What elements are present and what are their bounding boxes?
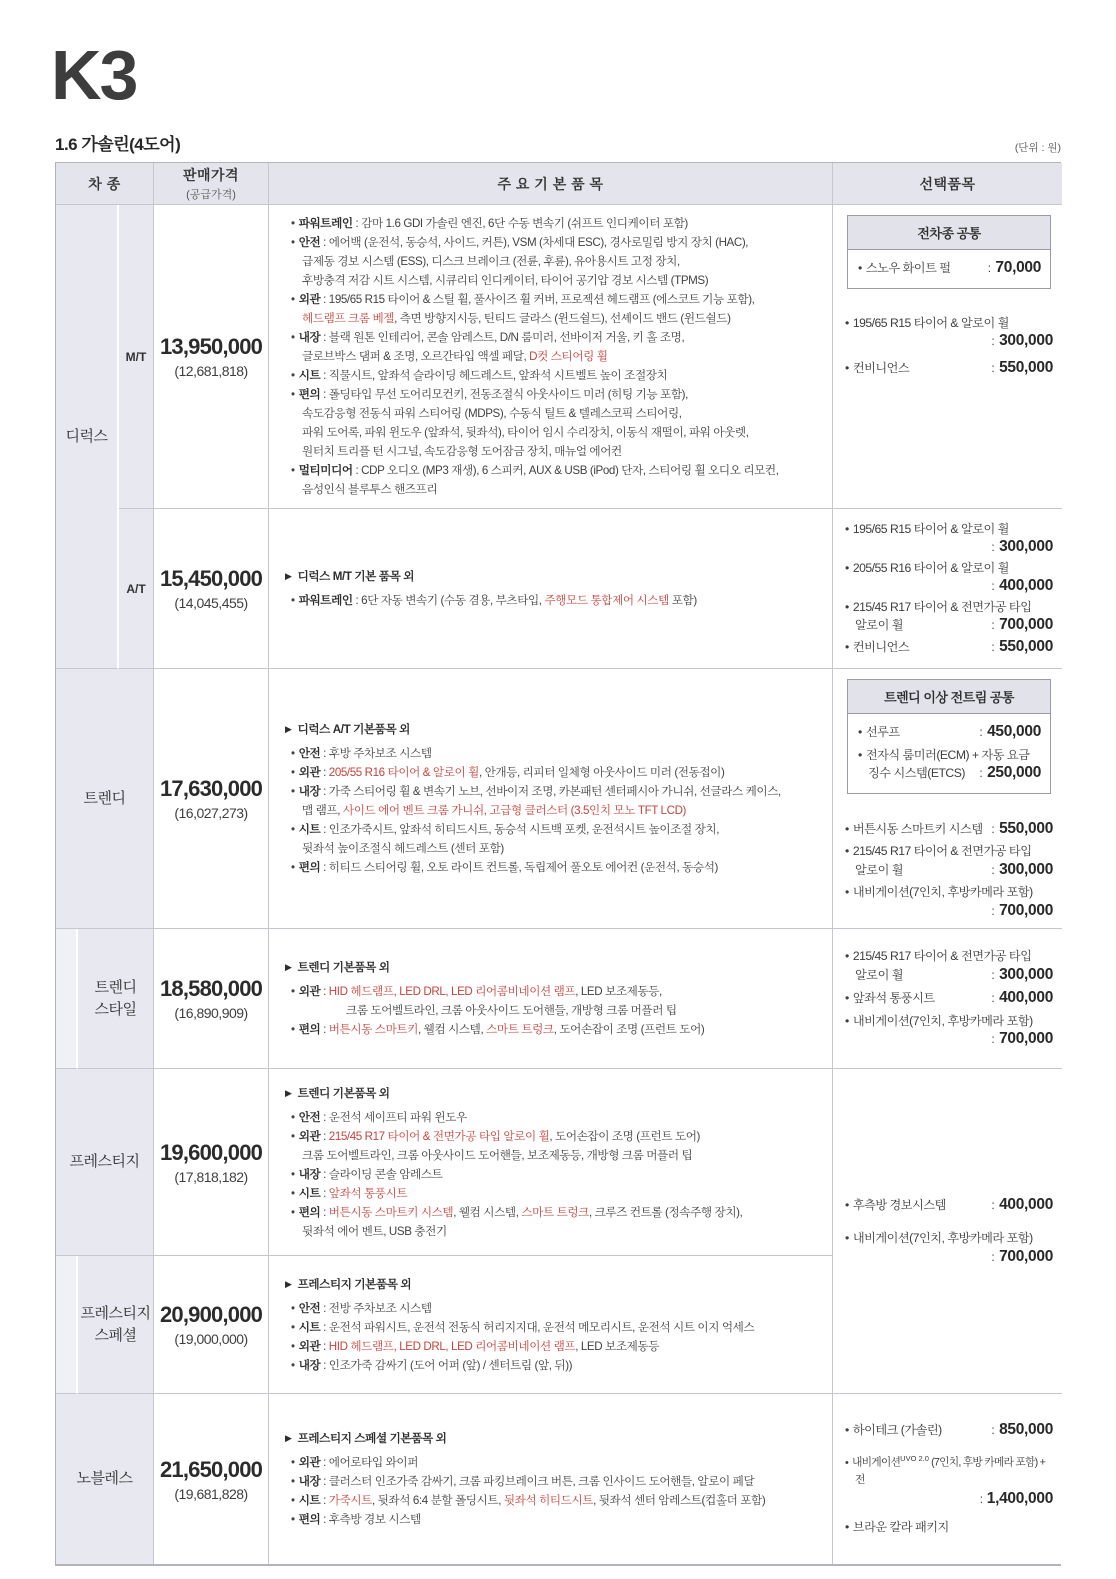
feature-line: • 편의 : 폴딩타입 무선 도어리모컨키, 전동조절식 아웃사이드 미러 (히팅 기능 포함), — [291, 388, 688, 401]
transmission-cell: M/T — [119, 205, 154, 509]
option-item — [858, 747, 1041, 783]
price-cell — [154, 1256, 269, 1394]
feature-line: ▶ 트렌디 기본품목 외 — [285, 1086, 390, 1100]
common-options-box — [847, 215, 1051, 289]
bullet-marker-icon: • — [291, 785, 295, 798]
trim-row — [56, 929, 1062, 1069]
trim-label: 프레스티지 — [69, 1153, 140, 1171]
trim-label: 노블레스 — [76, 1470, 133, 1488]
option-price: : 550,000 — [991, 637, 1054, 655]
option-line — [845, 948, 1053, 966]
option-price: : 300,000 — [991, 965, 1054, 983]
feature-line: • 내장 : 가죽 스티어링 휠 & 변속기 노브, 선바이저 조명, 카본패턴 센터페시아 가니쉬, 선글라스 케이스, — [291, 785, 781, 798]
option-price: : 400,000 — [991, 1195, 1054, 1213]
option-line — [845, 966, 1053, 985]
trim-row — [56, 205, 1062, 509]
option-label: • 195/65 R15 타이어 & 알로이 휠 — [845, 315, 1009, 330]
trim-label: 스페셜 — [94, 1326, 137, 1344]
option-price: : 1,400,000 — [979, 1489, 1054, 1507]
bullet-marker-icon: • — [858, 725, 862, 739]
trim-indent-strip — [56, 1256, 78, 1394]
feature-line: • 내장 : 슬라이딩 콘솔 암레스트 — [291, 1167, 443, 1181]
feature-line: • 안전 : 후방 주차보조 시스템 — [291, 747, 432, 760]
option-label: 전 — [855, 1474, 865, 1487]
option-price-value: 550,000 — [999, 637, 1054, 655]
option-price-line — [845, 332, 1053, 351]
option-label: • 하이테크 (가솔린) — [845, 1423, 942, 1438]
bullet-marker-icon: • — [291, 1513, 295, 1526]
bullet-marker-icon: • — [291, 1320, 295, 1334]
option-price: : 300,000 — [991, 332, 1054, 349]
bullet-marker-icon: • — [845, 1423, 849, 1438]
header-features: 주 요 기 본 품 목 — [269, 163, 833, 205]
option-line — [845, 861, 1053, 880]
bullet-marker-icon: • — [291, 1494, 295, 1507]
option-line — [845, 638, 1053, 657]
option-price-value: 400,000 — [999, 1195, 1054, 1213]
feature-line: • 편의 : 버튼시동 스마트키 시스템, 웰컴 시스템, 스마트 트렁크, 크루즈 컨트롤 (정속주행 장치), — [291, 1205, 743, 1219]
feature-line: • 외관 : 195/65 R15 타이어 & 스틸 휠, 풀사이즈 휠 커버, 프로젝션 헤드램프 (에스코트 기능 포함), — [291, 293, 755, 306]
supply-price: (19,000,000) — [174, 1331, 248, 1347]
arrow-marker-icon: ▶ — [285, 1278, 292, 1289]
arrow-marker-icon: ▶ — [285, 724, 292, 734]
feature-line: • 외관 : 에어로타입 와이퍼 — [291, 1456, 418, 1469]
feature-line: • 시트 : 가죽시트, 뒷좌석 6:4 분할 폴딩시트, 뒷좌석 히티드시트, 뒷좌석 센터 암레스트(컵홀더 포함) — [291, 1494, 766, 1507]
uvo-superscript: UVO 2.0 — [900, 1453, 929, 1463]
subtitle-row — [55, 130, 1061, 155]
bullet-marker-icon: • — [291, 369, 295, 382]
feature-line: • 편의 : 버튼시동 스마트키, 웰컴 시스템, 스마트 트렁크, 도어손잡이 조명 (프런트 도어) — [291, 1023, 705, 1036]
trim-row — [56, 1069, 1062, 1256]
price-table-body — [56, 205, 1062, 1564]
trim-row — [56, 669, 1062, 929]
common-options-box-title: 트렌디 이상 전트림 공통 — [848, 680, 1050, 714]
option-price-line — [845, 577, 1053, 596]
options-cell — [833, 509, 1062, 669]
option-label: 알로이 휠 — [855, 618, 904, 633]
option-line — [845, 884, 1053, 902]
feature-line: • 시트 : 직물시트, 앞좌석 슬라이딩 헤드레스트, 앞좌석 시트벨트 높이 조절장치 — [291, 369, 668, 382]
option-price-value: 700,000 — [999, 1030, 1054, 1048]
feature-line: 속도감응형 전동식 파워 스티어링 (MDPS), 수동식 틸트 & 텔레스코픽 스티어링, — [302, 407, 682, 420]
option-line — [845, 1519, 1053, 1537]
header-options: 선택품목 — [833, 163, 1062, 205]
bullet-marker-icon: • — [291, 293, 295, 306]
option-price: : 550,000 — [991, 358, 1054, 376]
option-price-value: 700,000 — [999, 616, 1054, 634]
option-price: : 70,000 — [987, 259, 1042, 276]
option-price-value: 250,000 — [987, 764, 1042, 781]
bullet-marker-icon: • — [845, 1520, 849, 1535]
sale-price: 18,580,000 — [159, 976, 263, 1001]
option-price-value: 700,000 — [999, 1247, 1054, 1265]
trim-cell — [56, 1394, 154, 1564]
trim-price-table — [56, 163, 1062, 1564]
option-label: • 내비게이션(7인치, 후방카메라 포함) — [845, 1231, 1033, 1246]
arrow-marker-icon: ▶ — [285, 962, 292, 972]
option-label: • 스노우 화이트 펄 — [858, 261, 951, 275]
sale-price: 13,950,000 — [159, 334, 263, 359]
option-line — [845, 989, 1053, 1008]
bullet-marker-icon: • — [845, 885, 849, 899]
option-item — [845, 315, 1053, 351]
price-cell — [154, 669, 269, 929]
option-item — [845, 1519, 1053, 1537]
trim-label: 디럭스 — [65, 427, 108, 445]
option-item — [845, 1196, 1053, 1215]
feature-line: 급제동 경보 시스템 (ESS), 디스크 브레이크 (전륜, 후륜), 유아용시트 고정 장치, — [302, 255, 680, 268]
option-item — [858, 723, 1041, 742]
trim-cell — [56, 205, 119, 669]
option-line — [858, 747, 1041, 765]
feature-line: ▶ 디럭스 A/T 기본품목 외 — [285, 723, 410, 736]
bullet-marker-icon: • — [845, 599, 849, 614]
features-cell — [269, 509, 833, 669]
bullet-marker-icon: • — [291, 1129, 295, 1143]
bullet-marker-icon: • — [291, 217, 295, 230]
feature-line: • 내장 : 블랙 원톤 인테리어, 콘솔 암레스트, D/N 룸미러, 선바이저 거울, 키 홀 조명, — [291, 331, 685, 344]
bullet-marker-icon: • — [291, 766, 295, 779]
feature-line: 음성인식 블루투스 핸즈프리 — [302, 483, 438, 496]
option-price: : 700,000 — [991, 1247, 1054, 1265]
option-price: : 850,000 — [991, 1421, 1054, 1439]
trim-cell — [56, 669, 154, 929]
bullet-marker-icon: • — [845, 560, 849, 575]
bullet-marker-icon: • — [291, 1167, 295, 1181]
trim-row — [56, 1394, 1062, 1564]
feature-line: ▶ 프레스티지 스페셜 기본품목 외 — [285, 1432, 447, 1445]
option-line — [845, 1421, 1053, 1440]
option-item — [858, 259, 1041, 278]
option-price: : 450,000 — [979, 723, 1042, 740]
feature-line: 글로브박스 댐퍼 & 조명, 오르간타입 액셀 페달, D컷 스티어링 휠 — [302, 350, 608, 363]
option-line — [845, 1196, 1053, 1215]
unit-note: (단위 : 원) — [1014, 142, 1061, 154]
option-label: • 컨비니언스 — [845, 360, 910, 375]
option-price-value: 1,400,000 — [986, 1489, 1054, 1507]
option-label: • 버튼시동 스마트키 시스템 — [845, 821, 983, 836]
table-header-row — [56, 163, 1062, 205]
option-price-value: 400,000 — [999, 989, 1054, 1007]
feature-line: 파워 도어록, 파워 윈도우 (앞좌석, 뒷좌석), 타이어 임시 수리장치, 이동식 재떨이, 파워 아웃렛, — [302, 426, 749, 439]
bullet-marker-icon: • — [291, 985, 295, 998]
bullet-marker-icon: • — [291, 1339, 295, 1353]
feature-line: 뒷좌석 높이조절식 헤드레스트 (센터 포함) — [302, 842, 504, 855]
option-item — [845, 820, 1053, 839]
features-cell — [269, 1069, 833, 1256]
price-table — [55, 162, 1061, 1566]
bullet-marker-icon: • — [291, 747, 295, 760]
option-label: • 브라운 칼라 패키지 — [845, 1520, 949, 1535]
feature-line: 원터치 트리플 턴 시그널, 속도감응형 도어잠금 장치, 매뉴얼 에어컨 — [302, 445, 622, 458]
bullet-marker-icon: • — [845, 1231, 849, 1246]
feature-line: • 편의 : 후측방 경보 시스템 — [291, 1513, 421, 1526]
option-price: : 550,000 — [991, 819, 1054, 837]
bullet-marker-icon: • — [845, 639, 849, 654]
option-price-line — [845, 538, 1053, 557]
feature-line: • 외관 : 205/55 R16 타이어 & 알로이 휠, 안개등, 리피터 일체형 아웃사이드 미러 (전동접이) — [291, 766, 725, 779]
option-label: • 215/45 R17 타이어 & 전면가공 타입 — [845, 599, 1032, 614]
arrow-marker-icon: ▶ — [285, 1087, 292, 1098]
option-price-value: 450,000 — [987, 723, 1042, 740]
option-line — [858, 764, 1041, 783]
bullet-marker-icon: • — [291, 1301, 295, 1315]
option-item — [845, 948, 1053, 984]
option-price: : 300,000 — [991, 538, 1054, 556]
feature-line: ▶ 트렌디 기본품목 외 — [285, 961, 390, 974]
option-label: • 전자식 룸미러(ECM) + 자동 요금 — [858, 747, 1030, 762]
option-item — [845, 521, 1053, 557]
option-price-value: 850,000 — [999, 1421, 1054, 1439]
bullet-marker-icon: • — [291, 388, 295, 401]
bullet-marker-icon: • — [291, 861, 295, 874]
options-cell — [833, 929, 1062, 1069]
header-price-label: 판매가격 — [182, 167, 240, 183]
feature-line: • 시트 : 앞좌석 통풍시트 — [291, 1186, 408, 1200]
option-price-value: 550,000 — [999, 819, 1054, 837]
feature-line: 헤드램프 크롬 베젤, 측면 방향지시등, 틴티드 글라스 (윈드쉴드), 선셰이드 밴드 (윈드쉴드) — [302, 312, 731, 325]
option-price-value: 700,000 — [999, 901, 1054, 919]
feature-line: 맵 램프, 사이드 에어 벤트 크롬 가니쉬, 고급형 클러스터 (3.5인치 모노 TFT LCD) — [302, 804, 686, 817]
feature-line: 크롬 도어벨트라인, 크롬 아웃사이드 도어핸들, 보조제동등, 개방형 크롬 머플러 팁 — [302, 1148, 693, 1162]
option-item — [845, 843, 1053, 879]
options-cell — [833, 1069, 1062, 1394]
option-item — [845, 989, 1053, 1008]
features-cell — [269, 205, 833, 509]
supply-price: (16,890,909) — [174, 1005, 248, 1021]
feature-line: • 외관 : HID 헤드램프, LED DRL, LED 리어콤비네이션 램프, LED 보조제동등, — [291, 985, 662, 998]
common-options-box — [847, 679, 1051, 794]
option-line — [845, 616, 1053, 635]
feature-line: • 내장 : 인조가죽 감싸기 (도어 어퍼 (앞) / 센터트림 (앞, 뒤)) — [291, 1358, 573, 1372]
option-label: • 선루프 — [858, 725, 900, 739]
feature-line: 크롬 도어벨트라인, 크롬 아웃사이드 도어핸들, 개방형 크롬 머플러 팁 — [346, 1004, 677, 1017]
bullet-marker-icon: • — [858, 747, 862, 762]
option-label: • 195/65 R15 타이어 & 알로이 휠 — [845, 521, 1009, 536]
option-line — [845, 1472, 1053, 1490]
option-price: : 400,000 — [991, 577, 1054, 595]
option-item — [845, 599, 1053, 635]
bullet-marker-icon: • — [291, 1110, 295, 1124]
options-cell — [833, 1394, 1062, 1564]
price-cell — [154, 1069, 269, 1256]
supply-price: (19,681,828) — [174, 1485, 248, 1502]
option-price-value: 400,000 — [999, 577, 1054, 595]
sale-price: 17,630,000 — [159, 776, 263, 801]
option-price: : 700,000 — [991, 901, 1054, 919]
option-label: • 내비게이션(7인치, 후방카메라 포함) — [845, 1013, 1033, 1028]
bullet-marker-icon: • — [291, 1023, 295, 1036]
bullet-marker-icon: • — [845, 844, 849, 858]
option-price-value: 550,000 — [999, 358, 1054, 376]
trim-label: 트렌디 — [94, 978, 137, 996]
feature-line: • 안전 : 운전석 세이프티 파워 윈도우 — [291, 1110, 467, 1124]
bullet-marker-icon: • — [291, 331, 295, 344]
supply-price: (16,027,273) — [174, 805, 248, 821]
bullet-marker-icon: • — [845, 1013, 849, 1028]
option-price: : 400,000 — [991, 989, 1054, 1007]
bullet-marker-icon: • — [845, 521, 849, 536]
option-price-line — [845, 902, 1053, 921]
option-label: • 앞좌석 통풍시트 — [845, 991, 935, 1006]
header-price — [154, 163, 269, 205]
option-line — [845, 1230, 1053, 1248]
bullet-marker-icon: • — [845, 949, 849, 964]
sale-price: 20,900,000 — [159, 1302, 263, 1327]
trim-indent-strip — [56, 929, 78, 1069]
trim-row — [56, 509, 1062, 669]
bullet-marker-icon: • — [291, 1475, 295, 1488]
option-price: : 250,000 — [979, 764, 1042, 781]
features-cell — [269, 929, 833, 1069]
option-line — [845, 521, 1053, 539]
trim-label: 트렌디 — [83, 789, 126, 807]
bullet-marker-icon: • — [291, 823, 295, 836]
option-label: 알로이 휠 — [855, 862, 904, 877]
sale-price: 15,450,000 — [159, 566, 263, 591]
option-item — [845, 560, 1053, 596]
trim-cell — [56, 1069, 154, 1256]
option-item — [845, 1450, 1053, 1509]
bullet-marker-icon: • — [845, 1197, 849, 1212]
common-options-box-title: 전차종 공통 — [848, 216, 1050, 250]
bullet-marker-icon: • — [858, 261, 862, 275]
features-cell — [269, 1394, 833, 1564]
price-cell — [154, 509, 269, 669]
trim-cell — [78, 929, 154, 1069]
option-label: • 후측방 경보시스템 — [845, 1197, 946, 1212]
bullet-marker-icon: • — [845, 991, 849, 1006]
option-line — [845, 1013, 1053, 1031]
options-cell — [833, 205, 1062, 509]
trim-cell — [78, 1256, 154, 1394]
arrow-marker-icon: ▶ — [285, 571, 292, 581]
option-line — [845, 843, 1053, 861]
supply-price: (12,681,818) — [174, 363, 248, 379]
feature-line: • 파워트레인 : 6단 자동 변속기 (수동 겸용, 부츠타입, 주행모드 통합제어 시스템 포함) — [291, 594, 697, 607]
option-item — [845, 884, 1053, 920]
option-price: : 700,000 — [991, 616, 1054, 634]
feature-line: ▶ 디럭스 M/T 기본 품목 외 — [285, 570, 415, 583]
option-price-value: 300,000 — [999, 965, 1054, 983]
feature-line: • 안전 : 에어백 (운전석, 동승석, 사이드, 커튼), VSM (차세대 ESC), 경사로밀림 방지 장치 (HAC), — [291, 236, 749, 249]
bullet-marker-icon: • — [291, 464, 295, 477]
feature-line: • 외관 : HID 헤드램프, LED DRL, LED 리어콤비네이션 램프, LED 보조제동등 — [291, 1339, 660, 1353]
option-item — [845, 359, 1053, 378]
option-item — [845, 1230, 1053, 1266]
option-label: • 내비게이션$^{UVO 2.0}$ (7인치, 후방 카메라 포함) + — [845, 1453, 1046, 1469]
option-line — [845, 599, 1053, 617]
features-cell — [269, 669, 833, 929]
supply-price: (17,818,182) — [174, 1168, 248, 1185]
option-label: 징수 시스템(ETCS) — [868, 766, 965, 780]
header-supply-label: (공급가격) — [186, 189, 236, 201]
feature-line: • 내장 : 클러스터 인조가죽 감싸기, 크롬 파킹브레이크 버튼, 크롬 인사이드 도어핸들, 알로이 페달 — [291, 1475, 755, 1488]
option-item — [845, 1013, 1053, 1049]
bullet-marker-icon: • — [845, 1456, 849, 1469]
option-label: • 205/55 R16 타이어 & 알로이 휠 — [845, 560, 1009, 575]
bullet-marker-icon: • — [291, 1456, 295, 1469]
bullet-marker-icon: • — [291, 1358, 295, 1372]
sale-price: 21,650,000 — [159, 1456, 263, 1482]
option-line — [845, 1450, 1053, 1472]
bullet-marker-icon: • — [845, 821, 849, 836]
option-line — [845, 359, 1053, 378]
options-cell — [833, 669, 1062, 929]
feature-line: • 외관 : 215/45 R17 타이어 & 전면가공 타입 알로이 휠, 도어손잡이 조명 (프런트 도어) — [291, 1129, 701, 1143]
trim-label: 프레스티지 — [80, 1304, 151, 1322]
section-subtitle: 1.6 가솔린(4도어) — [55, 135, 181, 154]
feature-line: • 파워트레인 : 감마 1.6 GDI 가솔린 엔진, 6단 수동 변속기 (쉬프트 인디케이터 포함) — [291, 217, 688, 230]
option-price-line — [845, 1490, 1053, 1510]
bullet-marker-icon: • — [291, 1186, 295, 1200]
price-cell — [154, 205, 269, 509]
feature-line: • 시트 : 인조가죽시트, 앞좌석 히티드시트, 동승석 시트백 포켓, 운전석시트 높이조절 장치, — [291, 823, 720, 836]
option-price-value: 70,000 — [995, 259, 1042, 276]
option-label: • 컨비니언스 — [845, 639, 910, 654]
option-line — [845, 315, 1053, 333]
option-line — [858, 259, 1041, 278]
option-line — [845, 560, 1053, 578]
sale-price: 19,600,000 — [159, 1139, 263, 1165]
option-label: 알로이 휠 — [855, 967, 904, 982]
feature-line: • 안전 : 전방 주차보조 시스템 — [291, 1301, 432, 1315]
trim-label: 스타일 — [94, 1000, 137, 1018]
bullet-marker-icon: • — [291, 594, 295, 607]
features-cell — [269, 1256, 833, 1394]
option-label: • 내비게이션(7인치, 후방카메라 포함) — [845, 885, 1033, 899]
bullet-marker-icon: • — [845, 360, 849, 375]
option-price-value: 300,000 — [999, 332, 1054, 349]
option-price-line — [845, 1248, 1053, 1267]
option-price-value: 300,000 — [999, 538, 1054, 556]
feature-line: • 시트 : 운전석 파워시트, 운전석 전동식 허리지지대, 운전석 메모리시트, 운전석 시트 이지 억세스 — [291, 1320, 755, 1334]
option-line — [845, 820, 1053, 839]
feature-line: • 편의 : 히티드 스티어링 휠, 오토 라이트 컨트롤, 독립제어 풀오토 에어컨 (운전석, 동승석) — [291, 861, 718, 874]
transmission-cell: A/T — [119, 509, 154, 669]
bullet-marker-icon: • — [291, 1205, 295, 1219]
option-line — [858, 723, 1041, 742]
option-price: : 300,000 — [991, 860, 1054, 878]
option-label: • 215/45 R17 타이어 & 전면가공 타입 — [845, 949, 1032, 964]
bullet-marker-icon: • — [291, 236, 295, 249]
feature-line: 뒷좌석 에어 벤트, USB 충전기 — [302, 1224, 447, 1238]
header-model: 차 종 — [56, 163, 154, 205]
page-title: K3 — [51, 36, 137, 114]
price-cell — [154, 929, 269, 1069]
feature-line: • 멀티미디어 : CDP 오디오 (MP3 재생), 6 스피커, AUX & USB (iPod) 단자, 스티어링 휠 오디오 리모컨, — [291, 464, 779, 477]
option-price: : 700,000 — [991, 1030, 1054, 1048]
feature-line: ▶ 프레스티지 기본품목 외 — [285, 1277, 412, 1291]
option-price-line — [845, 1030, 1053, 1049]
option-item — [845, 638, 1053, 657]
price-cell — [154, 1394, 269, 1564]
option-price-value: 300,000 — [999, 860, 1054, 878]
supply-price: (14,045,455) — [174, 595, 248, 611]
arrow-marker-icon: ▶ — [285, 1433, 292, 1443]
option-item — [845, 1421, 1053, 1440]
bullet-marker-icon: • — [845, 315, 849, 330]
option-label: • 215/45 R17 타이어 & 전면가공 타입 — [845, 844, 1032, 858]
feature-line: 후방충격 저감 시트 시스템, 시큐리티 인디케이터, 타이어 공기압 경보 시스템 (TPMS) — [302, 274, 709, 287]
